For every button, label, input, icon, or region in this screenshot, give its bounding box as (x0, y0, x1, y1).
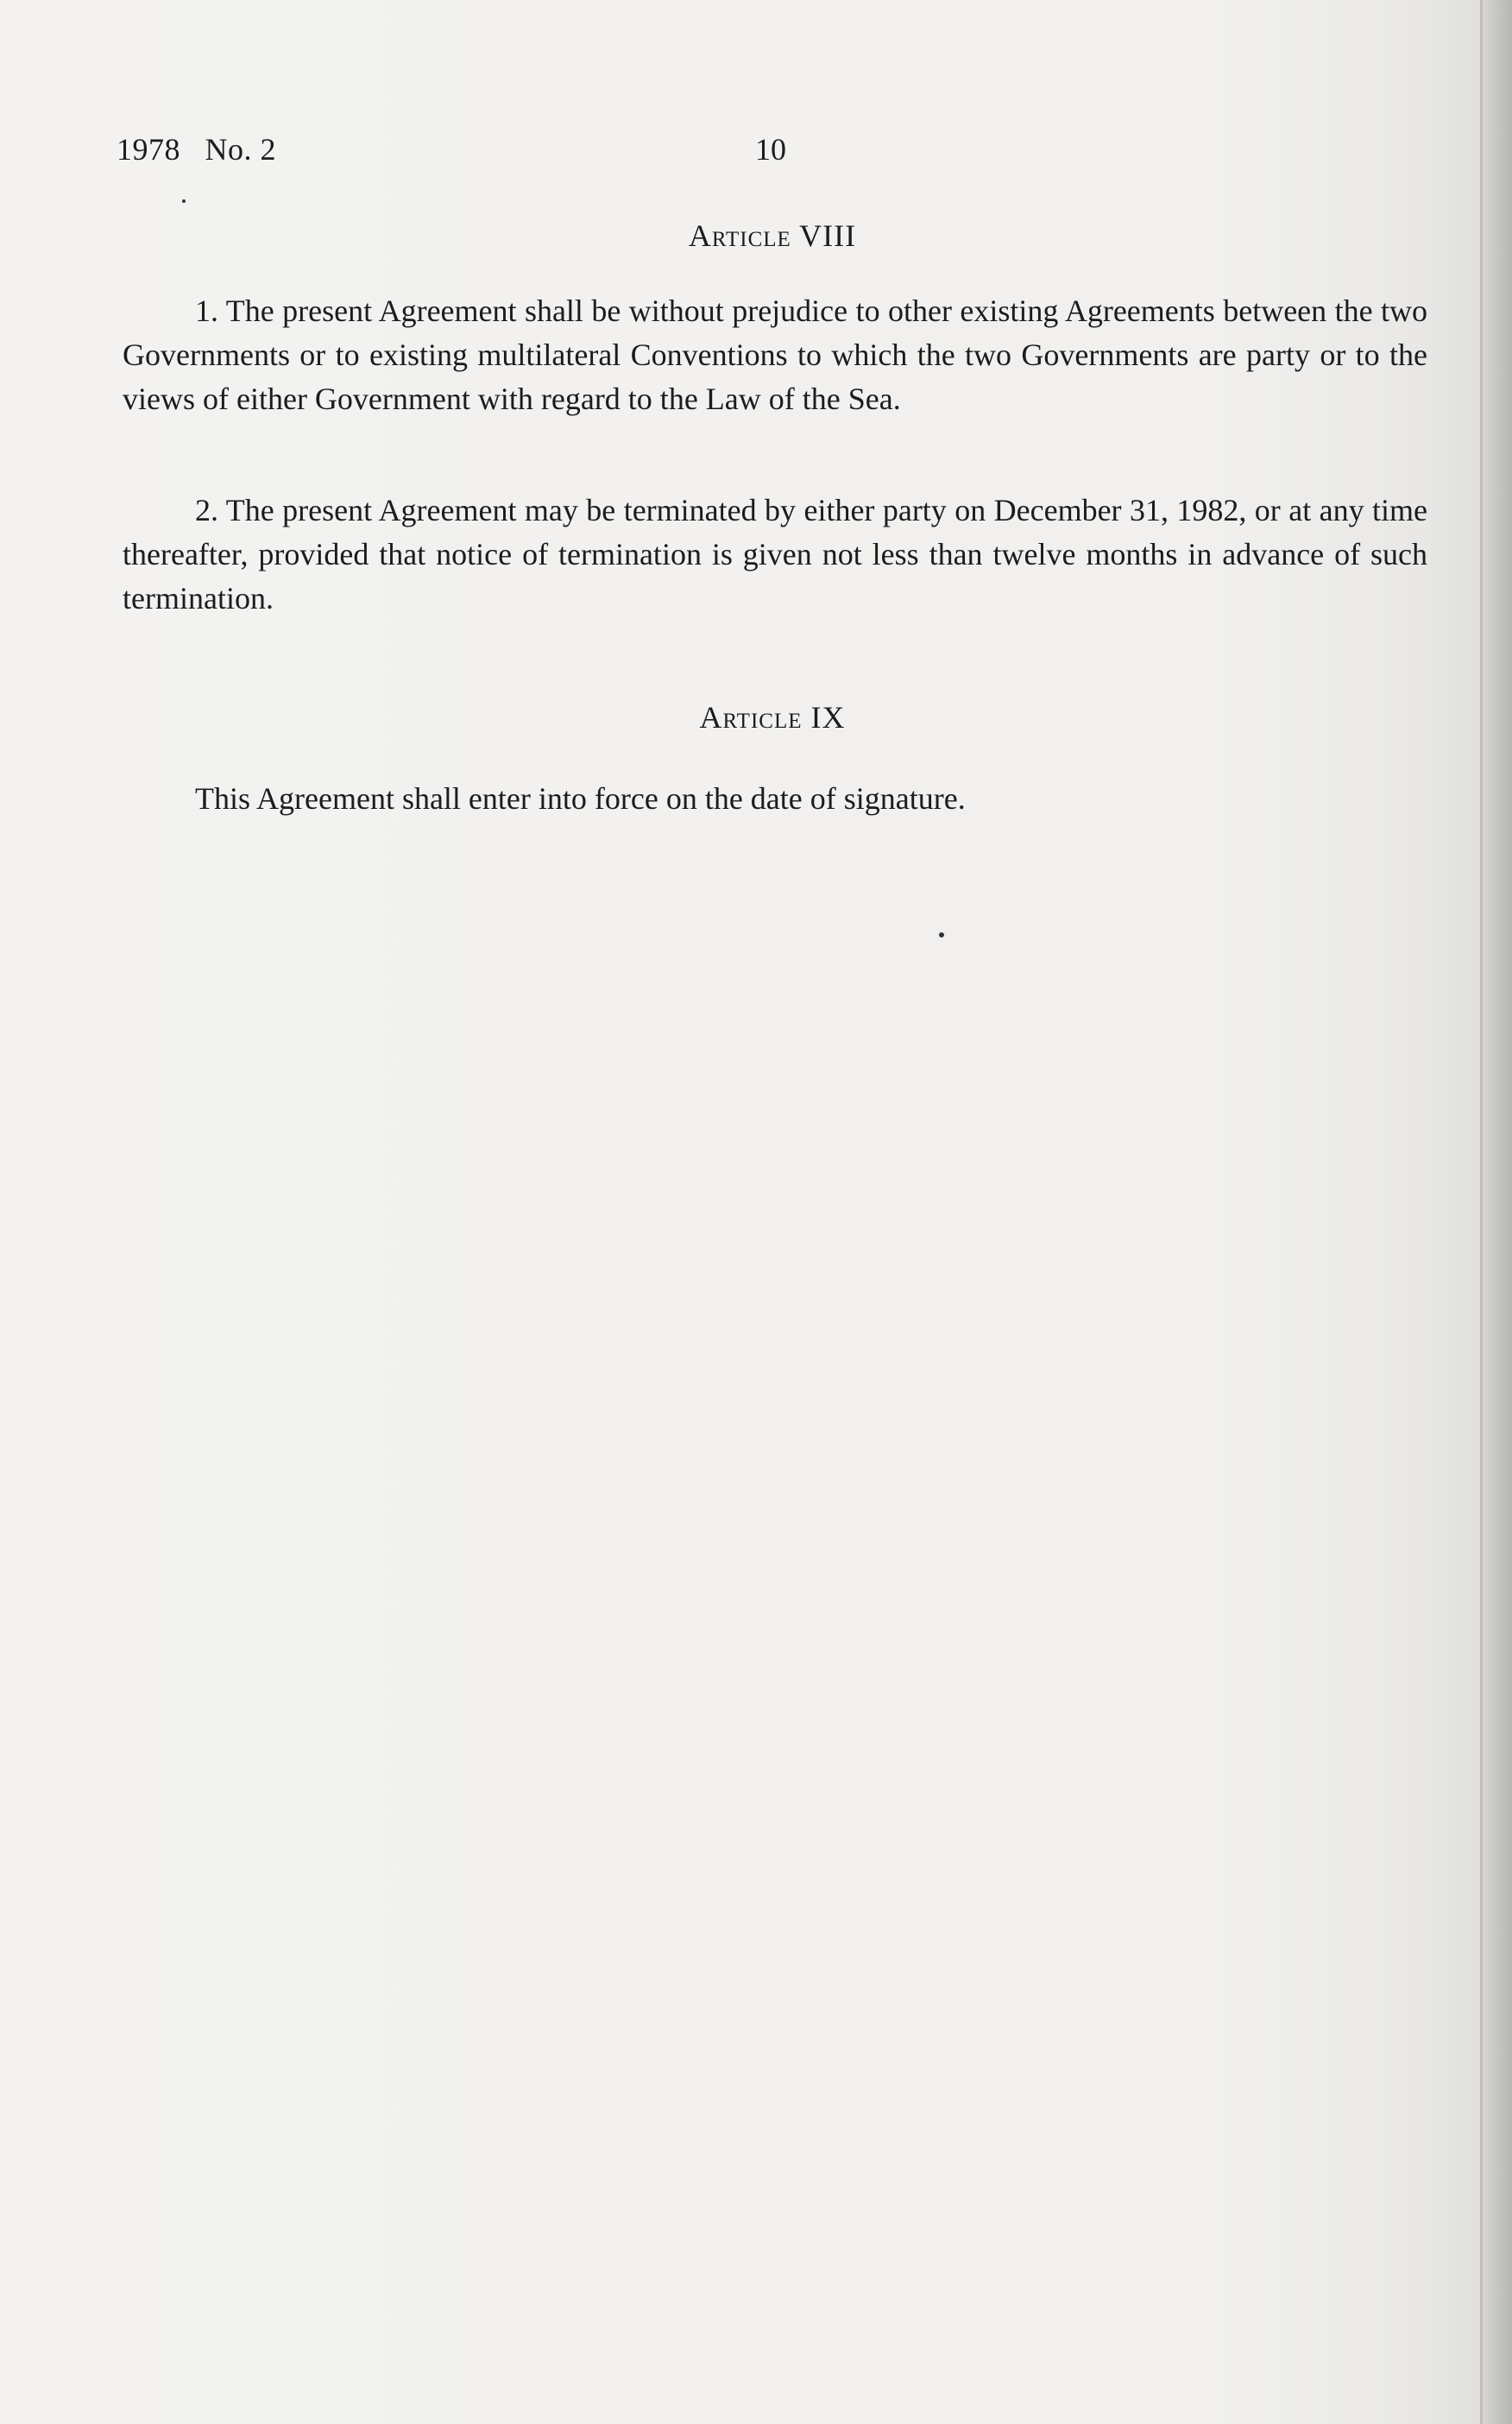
article-ix-heading: Article IX (699, 700, 846, 735)
article-viii-heading: Article VIII (688, 218, 857, 253)
article-viii-paragraph-2: 2. The present Agreement may be terminated by either party on December 31, 1982, or at any time thereafter, provided that notice of termination is given not less than twelve months in advance of such termination. (123, 493, 1427, 615)
header-year-number: 1978 No. 2 (117, 132, 276, 167)
page-speck-center (939, 932, 944, 937)
article-viii-paragraph-1: 1. The present Agreement shall be without prejudice to other existing Agreements between the two Governments or to existing multilateral Conventions to which the two Governments are party or to the views of either Government with regard to the Law of the Sea. (123, 294, 1427, 416)
header-page-number: 10 (755, 132, 786, 167)
article-ix-paragraph: This Agreement shall enter into force on the date of signature. (195, 781, 966, 816)
margin-speck (182, 199, 186, 203)
page-header (117, 131, 1428, 173)
page-edge (1483, 0, 1512, 2424)
